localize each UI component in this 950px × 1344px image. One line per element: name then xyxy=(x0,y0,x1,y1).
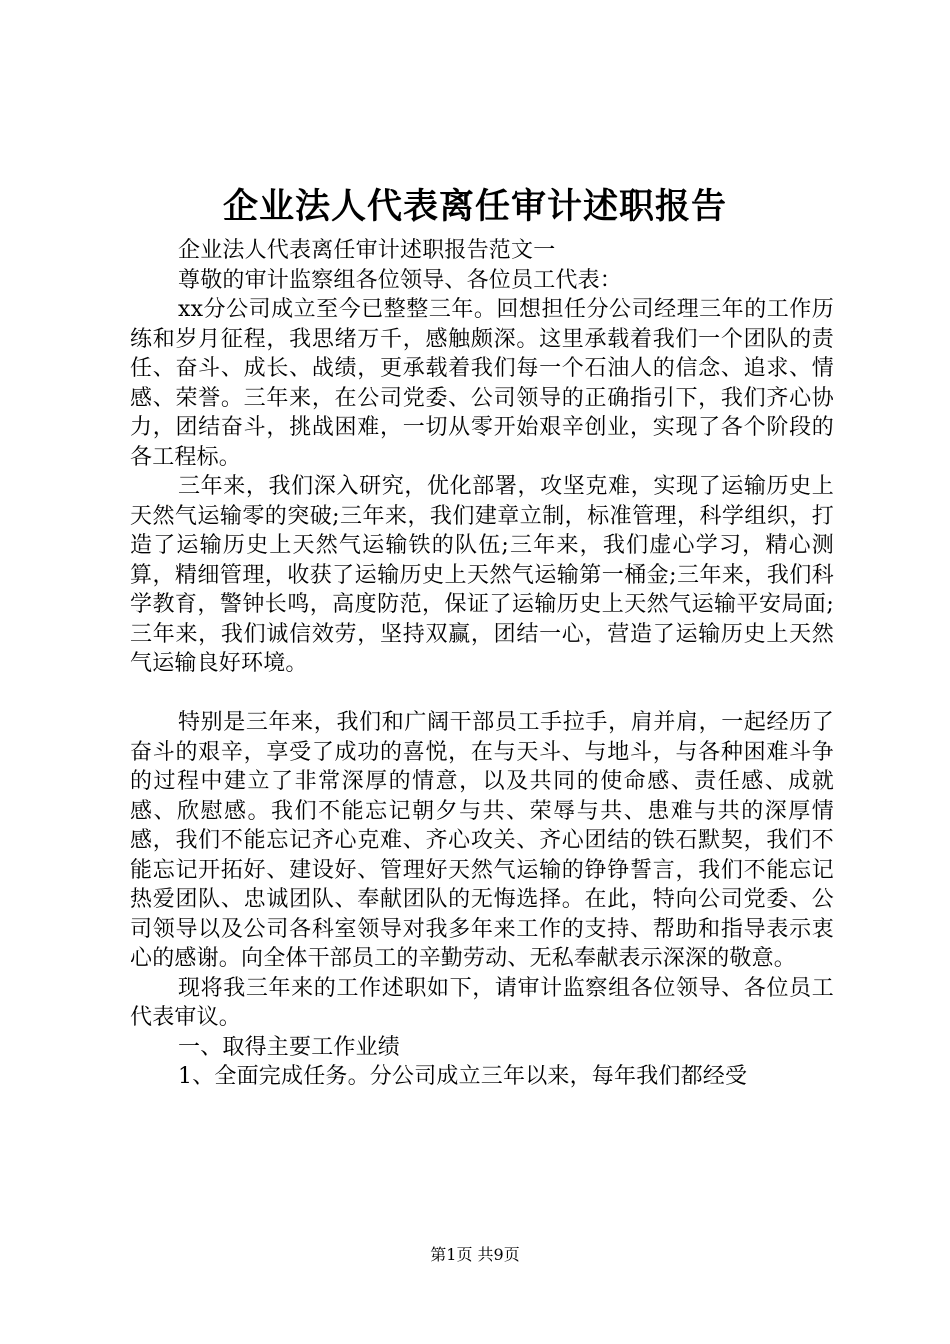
paragraph-achievements: 三年来，我们深入研究，优化部署，攻坚克难，实现了运输历史上天然气运输零的突破;三年来，我们建章立制，标准管理，科学组织，打造了运输历史上天然气运输铁的队伍;三年来，我们虚心学习，精心测算，精细管理，收获了运输历史上天然气运输第一桶金;三年来，我们科学教育，警钟长鸣，高度防范，保证了运输历史上天然气运输平安局面;三年来，我们诚信效劳，坚持双赢，团结一心，营造了运输历史上天然气运输良好环境。 xyxy=(130,474,834,676)
page-number-footer: 第1页 共9页 xyxy=(430,1245,520,1264)
paragraph-intro: xx分公司成立至今已整整三年。回想担任分公司经理三年的工作历练和岁月征程，我思绪万千，感触颇深。这里承载着我们一个团队的责任、奋斗、成长、战绩，更承载着我们每一个石油人的信念、追求、情感、荣誉。三年来，在公司党委、公司领导的正确指引下，我们齐心协力，团结奋斗，挑战困难，一切从零开始艰辛创业，实现了各个阶段的各工程标。 xyxy=(130,297,834,470)
paragraph-item-1: 1、全面完成任务。分公司成立三年以来，每年我们都经受 xyxy=(178,1064,748,1089)
paragraph-salutation: 尊敬的审计监察组各位领导、各位员工代表： xyxy=(178,267,623,293)
paragraph-subtitle: 企业法人代表离任审计述职报告范文一 xyxy=(178,238,556,263)
section-heading: 一、取得主要工作业绩 xyxy=(178,1034,401,1060)
paragraph-report-intro: 现将我三年来的工作述职如下，请审计监察组各位领导、各位员工代表审议。 xyxy=(130,975,834,1030)
paragraph-spacer xyxy=(130,679,834,709)
document-title: 企业法人代表离任审计述职报告 xyxy=(222,186,727,227)
document-body xyxy=(130,236,834,1092)
paragraph-gratitude: 特别是三年来，我们和广阔干部员工手拉手，肩并肩，一起经历了奋斗的艰辛，享受了成功的喜悦，在与天斗、与地斗，与各种困难斗争的过程中建立了非常深厚的情意，以及共同的使命感、责任感、成就感、欣慰感。我们不能忘记朝夕与共、荣辱与共、患难与共的深厚情感，我们不能忘记齐心克难、齐心攻关、齐心团结的铁石默契，我们不能忘记开拓好、建设好、管理好天然气运输的铮铮誓言，我们不能忘记热爱团队、忠诚团队、奉献团队的无悔选择。在此，特向公司党委、公司领导以及公司各科室领导对我多年来工作的支持、帮助和指导表示衷心的感谢。向全体干部员工的辛勤劳动、无私奉献表示深深的敬意。 xyxy=(130,710,834,971)
